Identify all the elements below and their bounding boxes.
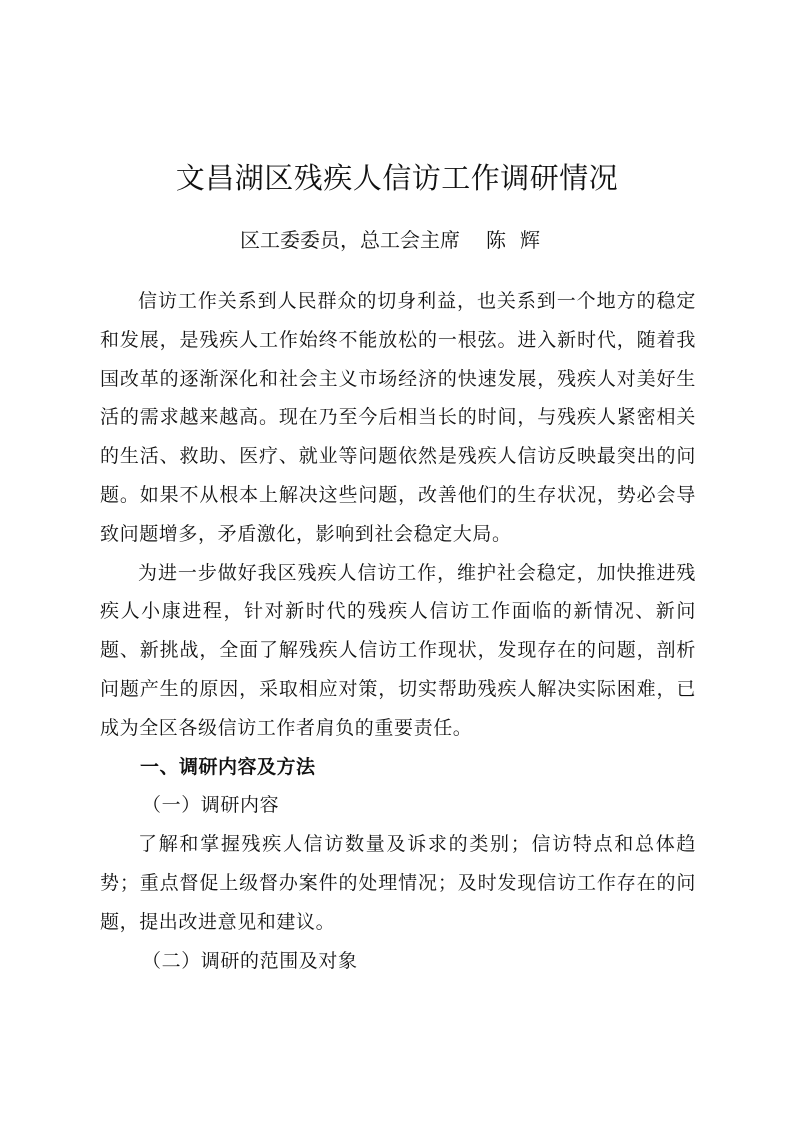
subsection-heading-1: （一）调研内容 [142, 794, 280, 817]
document-body [100, 282, 696, 980]
paragraph-intro: 信访工作关系到人民群众的切身利益，也关系到一个地方的稳定和发展，是残疾人工作始终不能放松的一根弦。进入新时代，随着我国改革的逐渐深化和社会主义市场经济的快速发展，残疾人对美好生活的需求越来越高。现在乃至今后相当长的时间，与残疾人紧密相关的生活、救助、医疗、就业等问题依然是残疾人信访反映最突出的问题。如果不从根本上解决这些问题，改善他们的生存状况，势必会导致问题增多，矛盾激化，影响到社会稳定大局。 [100, 290, 696, 545]
paragraph-content: 了解和掌握残疾人信访数量及诉求的类别；信访特点和总体趋势；重点督促上级督办案件的处理情况；及时发现信访工作存在的问题，提出改进意见和建议。 [100, 833, 696, 933]
author-line [0, 226, 794, 254]
author-name: 陈辉 [486, 228, 554, 252]
document-title: 文昌湖区残疾人信访工作调研情况 [175, 161, 619, 195]
author-role: 区工委委员，总工会主席 [240, 228, 460, 252]
subsection-heading-2: （二）调研的范围及对象 [142, 949, 358, 972]
section-heading-1: 一、调研内容及方法 [140, 755, 316, 778]
paragraph-purpose: 为进一步做好我区残疾人信访工作，维护社会稳定，加快推进残疾人小康进程，针对新时代的残疾人信访工作面临的新情况、新问题、新挑战，全面了解残疾人信访工作现状，发现存在的问题，剖析问题产生的原因，采取相应对策，切实帮助残疾人解决实际困难，已成为全区各级信访工作者肩负的重要责任。 [100, 561, 696, 739]
